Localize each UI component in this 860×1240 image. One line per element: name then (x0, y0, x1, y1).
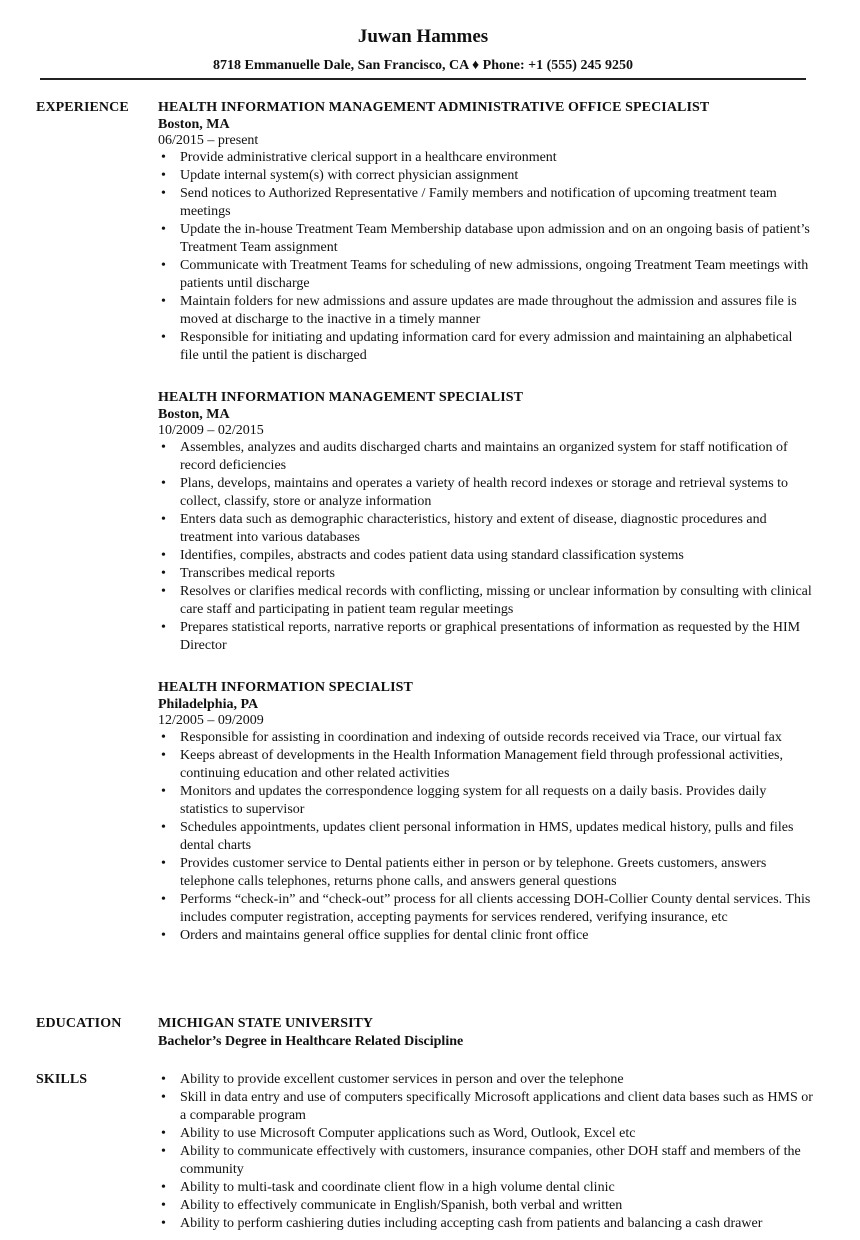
list-item: • Maintain folders for new admissions and assure updates are made throughout the admission and assures file is moved at discharge to the inactive in a timely manner (158, 293, 814, 329)
list-item: • Responsible for assisting in coordination and indexing of outside records received via Trace, our virtual fax (158, 729, 814, 747)
list-item: • Ability to multi-task and coordinate client flow in a high volume dental clinic (158, 1179, 814, 1197)
list-item: • Transcribes medical reports (158, 565, 814, 583)
skills-list (158, 1071, 814, 1233)
job-entry (158, 99, 814, 365)
list-item: • Update the in-house Treatment Team Membership database upon admission and on an ongoing basis of patient’s Treatment Team assignment (158, 221, 814, 257)
job-title: HEALTH INFORMATION SPECIALIST (158, 680, 413, 695)
list-item: • Keeps abreast of developments in the Health Information Management field through professional activities, continuing education and other related activities (158, 747, 814, 783)
job-location: Philadelphia, PA (158, 697, 259, 712)
skills-heading: SKILLS (36, 1072, 88, 1087)
list-item: • Resolves or clarifies medical records with conflicting, missing or unclear information by consulting with clinical care staff and participating in patient team regular meetings (158, 583, 814, 619)
list-item: • Plans, develops, maintains and operates a variety of health record indexes or storage and retrieval systems to collect, classify, store or analyze information (158, 475, 814, 511)
job-responsibilities (158, 729, 814, 945)
list-item: • Identifies, compiles, abstracts and codes patient data using standard classification systems (158, 547, 814, 565)
resume-header (40, 24, 806, 75)
list-item: • Communicate with Treatment Teams for scheduling of new admissions, ongoing Treatment Team meetings with patients until discharge (158, 257, 814, 293)
job-title: HEALTH INFORMATION MANAGEMENT ADMINISTRATIVE OFFICE SPECIALIST (158, 100, 710, 115)
list-item: • Prepares statistical reports, narrative reports or graphical presentations of information as requested by the HIM Director (158, 619, 814, 655)
job-location: Boston, MA (158, 117, 230, 132)
list-item: • Provide administrative clerical support in a healthcare environment (158, 149, 814, 167)
list-item: • Ability to provide excellent customer services in person and over the telephone (158, 1071, 814, 1089)
skills-list-container (158, 1071, 814, 1233)
job-entry (158, 679, 814, 945)
job-entry (158, 389, 814, 655)
header-divider (40, 78, 806, 80)
job-dates: 06/2015 – present (158, 133, 259, 148)
list-item: • Orders and maintains general office supplies for dental clinic front office (158, 927, 814, 945)
list-item: • Performs “check-in” and “check-out” process for all clients accessing DOH-Collier County dental services. This includes computer registration, accepting payments for services rendered, verifying insurance, etc (158, 891, 814, 927)
experience-list (158, 99, 814, 945)
list-item: • Update internal system(s) with correct physician assignment (158, 167, 814, 185)
list-item: • Enters data such as demographic characteristics, history and extent of disease, diagnostic procedures and treatment into various databases (158, 511, 814, 547)
job-responsibilities (158, 439, 814, 655)
job-responsibilities (158, 149, 814, 365)
list-item: • Skill in data entry and use of computers specifically Microsoft applications and client data bases such as HMS or a comparable program (158, 1089, 814, 1125)
job-location: Boston, MA (158, 407, 230, 422)
job-title: HEALTH INFORMATION MANAGEMENT SPECIALIST (158, 390, 524, 405)
education-school: MICHIGAN STATE UNIVERSITY (158, 1016, 373, 1031)
experience-heading: EXPERIENCE (36, 100, 129, 115)
list-item: • Schedules appointments, updates client personal information in HMS, updates medical history, pulls and files dental charts (158, 819, 814, 855)
list-item: • Ability to perform cashiering duties including accepting cash from patients and balancing a cash drawer (158, 1215, 814, 1233)
list-item: • Assembles, analyzes and audits discharged charts and maintains an organized system for staff notification of record deficiencies (158, 439, 814, 475)
list-item: • Send notices to Authorized Representative / Family members and notification of upcoming treatment team meetings (158, 185, 814, 221)
education-entry (158, 1015, 814, 1051)
job-dates: 12/2005 – 09/2009 (158, 713, 264, 728)
education-degree: Bachelor’s Degree in Healthcare Related Discipline (158, 1034, 464, 1049)
candidate-name: Juwan Hammes (357, 26, 489, 47)
list-item: • Ability to use Microsoft Computer applications such as Word, Outlook, Excel etc (158, 1125, 814, 1143)
job-dates: 10/2009 – 02/2015 (158, 423, 264, 438)
list-item: • Monitors and updates the correspondence logging system for all requests on a daily basis. Provides daily statistics to supervisor (158, 783, 814, 819)
contact-line: 8718 Emmanuelle Dale, San Francisco, CA ♦ Phone: +1 (555) 245 9250 (213, 58, 633, 73)
list-item: • Ability to communicate effectively with customers, insurance companies, other DOH staff and members of the community (158, 1143, 814, 1179)
list-item: • Responsible for initiating and updating information card for every admission and maintaining an alphabetical file until the patient is discharged (158, 329, 814, 365)
list-item: • Provides customer service to Dental patients either in person or by telephone. Greets customers, answers telephone calls telephones, returns phone calls, and answers general questions (158, 855, 814, 891)
education-heading: EDUCATION (36, 1016, 122, 1031)
list-item: • Ability to effectively communicate in English/Spanish, both verbal and written (158, 1197, 814, 1215)
